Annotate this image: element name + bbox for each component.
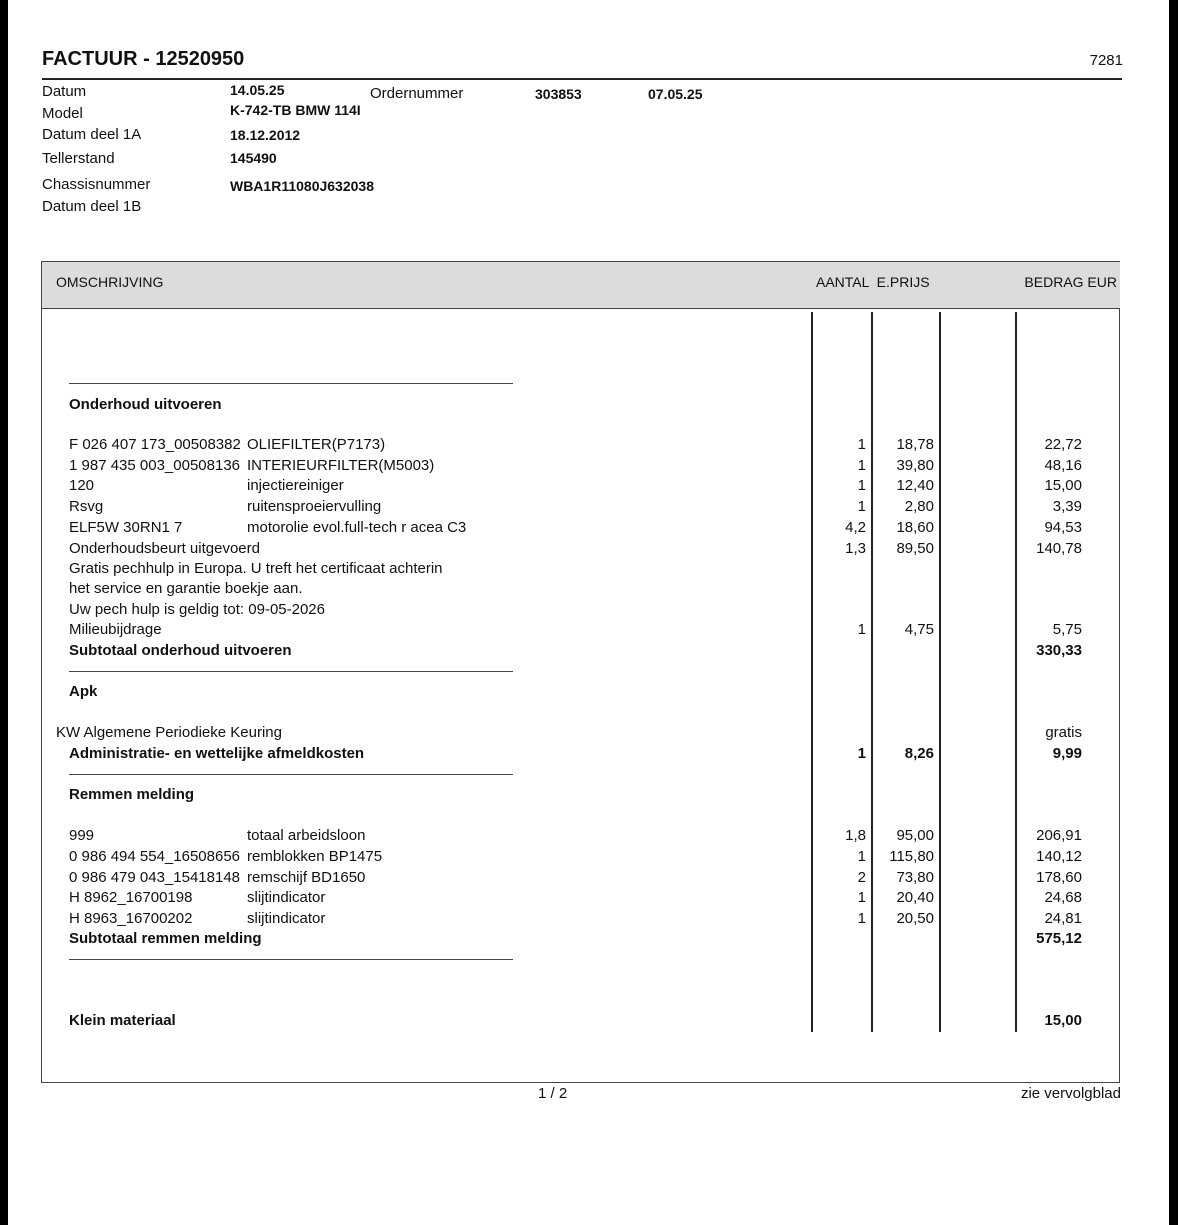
title-rule bbox=[42, 78, 1122, 80]
row-code: Subtotaal onderhoud uitvoeren bbox=[69, 642, 292, 659]
row-description: slijtindicator bbox=[247, 910, 326, 927]
table-header bbox=[42, 262, 1120, 309]
row-unit-price: 12,40 bbox=[896, 477, 934, 494]
row-code: Administratie- en wettelijke afmeldkosten bbox=[69, 745, 365, 762]
column-divider bbox=[939, 312, 941, 1032]
teller-label: Tellerstand bbox=[42, 150, 115, 167]
row-code: Onderhoud uitvoeren bbox=[69, 396, 222, 413]
row-code: Uw pech hulp is geldig tot: 09-05-2026 bbox=[69, 601, 325, 618]
row-quantity: 1 bbox=[857, 910, 866, 927]
row-code: Gratis pechhulp in Europa. U treft het certificaat achterin bbox=[69, 560, 443, 577]
chassis-label: Chassisnummer bbox=[42, 176, 151, 193]
row-code: Apk bbox=[69, 683, 98, 700]
row-description: OLIEFILTER(P7173) bbox=[247, 436, 386, 453]
model-label: Model bbox=[42, 105, 83, 122]
column-divider bbox=[871, 312, 873, 1032]
row-code: 120 bbox=[69, 477, 95, 494]
row-description: slijtindicator bbox=[247, 889, 326, 906]
section-separator bbox=[69, 774, 513, 775]
section-separator bbox=[69, 383, 513, 384]
row-unit-price: 115,80 bbox=[889, 848, 934, 865]
row-code: 999 bbox=[69, 827, 95, 844]
order-value: 303853 bbox=[535, 86, 582, 102]
order-date: 07.05.25 bbox=[648, 86, 703, 102]
row-code: Milieubijdrage bbox=[69, 621, 162, 638]
row-code: KW Algemene Periodieke Keuring bbox=[56, 724, 282, 741]
row-quantity: 1 bbox=[857, 745, 866, 762]
row-code: 0 986 494 554_16508656 bbox=[69, 848, 241, 865]
row-quantity: 2 bbox=[857, 869, 866, 886]
row-quantity: 4,2 bbox=[845, 519, 866, 536]
row-quantity: 1,8 bbox=[845, 827, 866, 844]
invoice-page bbox=[8, 0, 1169, 1225]
row-unit-price: 4,75 bbox=[904, 621, 934, 638]
row-amount: 24,68 bbox=[1044, 889, 1082, 906]
row-quantity: 1 bbox=[857, 848, 866, 865]
header-omschrijving: OMSCHRIJVING bbox=[56, 274, 164, 290]
row-amount: 140,78 bbox=[1036, 540, 1082, 557]
row-code: het service en garantie boekje aan. bbox=[69, 580, 303, 597]
row-amount: 206,91 bbox=[1036, 827, 1082, 844]
row-code: H 8963_16700202 bbox=[69, 910, 193, 927]
page-indicator: 1 / 2 bbox=[538, 1085, 568, 1102]
row-amount: 140,12 bbox=[1036, 848, 1082, 865]
row-code: 1 987 435 003_00508136 bbox=[69, 457, 241, 474]
row-code: Subtotaal remmen melding bbox=[69, 930, 262, 947]
row-code: Rsvg bbox=[69, 498, 104, 515]
section-separator bbox=[69, 671, 513, 672]
row-amount: 9,99 bbox=[1052, 745, 1082, 762]
row-amount: 330,33 bbox=[1036, 642, 1082, 659]
teller-value: 145490 bbox=[230, 150, 277, 166]
row-quantity: 1 bbox=[857, 498, 866, 515]
row-amount: 3,39 bbox=[1052, 498, 1082, 515]
row-amount: 15,00 bbox=[1044, 1012, 1082, 1029]
row-description: injectiereiniger bbox=[247, 477, 344, 494]
row-amount: 94,53 bbox=[1044, 519, 1082, 536]
datum-label: Datum bbox=[42, 83, 87, 100]
row-quantity: 1 bbox=[857, 621, 866, 638]
row-amount: 48,16 bbox=[1044, 457, 1082, 474]
row-unit-price: 89,50 bbox=[896, 540, 934, 557]
row-amount: gratis bbox=[1045, 724, 1082, 741]
order-label: Ordernummer bbox=[370, 85, 464, 102]
row-unit-price: 73,80 bbox=[896, 869, 934, 886]
section-separator bbox=[69, 959, 513, 960]
row-description: INTERIEURFILTER(M5003) bbox=[247, 457, 435, 474]
row-quantity: 1 bbox=[857, 436, 866, 453]
row-unit-price: 18,78 bbox=[896, 436, 934, 453]
row-amount: 575,12 bbox=[1036, 930, 1082, 947]
row-unit-price: 2,80 bbox=[904, 498, 934, 515]
header-aantal-eprijs: AANTAL E.PRIJS bbox=[816, 274, 930, 290]
row-amount: 178,60 bbox=[1036, 869, 1082, 886]
deel1a-label: Datum deel 1A bbox=[42, 126, 142, 143]
row-quantity: 1 bbox=[857, 477, 866, 494]
row-unit-price: 18,60 bbox=[896, 519, 934, 536]
continued-note: zie vervolgblad bbox=[1020, 1085, 1121, 1102]
row-quantity: 1,3 bbox=[845, 540, 866, 557]
row-code: Remmen melding bbox=[69, 786, 195, 803]
row-code: Klein materiaal bbox=[69, 1012, 176, 1029]
row-unit-price: 20,40 bbox=[896, 889, 934, 906]
row-code: H 8962_16700198 bbox=[69, 889, 193, 906]
row-amount: 22,72 bbox=[1044, 436, 1082, 453]
row-code: Onderhoudsbeurt uitgevoerd bbox=[69, 540, 260, 557]
row-quantity: 1 bbox=[857, 457, 866, 474]
header-bedrag: BEDRAG EUR bbox=[1024, 274, 1117, 290]
row-amount: 5,75 bbox=[1052, 621, 1082, 638]
model-value: K-742-TB BMW 114I bbox=[230, 102, 361, 118]
row-code: ELF5W 30RN1 7 bbox=[69, 519, 183, 536]
row-amount: 15,00 bbox=[1044, 477, 1082, 494]
row-code: F 026 407 173_00508382 bbox=[69, 436, 241, 453]
row-description: remschijf BD1650 bbox=[247, 869, 366, 886]
row-unit-price: 39,80 bbox=[896, 457, 934, 474]
column-divider bbox=[1015, 312, 1017, 1032]
row-description: totaal arbeidsloon bbox=[247, 827, 366, 844]
row-description: remblokken BP1475 bbox=[247, 848, 383, 865]
chassis-value: WBA1R11080J632038 bbox=[230, 178, 374, 194]
deel1b-label: Datum deel 1B bbox=[42, 198, 142, 215]
column-divider bbox=[811, 312, 813, 1032]
invoice-number-right: 7281 bbox=[1089, 52, 1123, 69]
row-unit-price: 95,00 bbox=[896, 827, 934, 844]
row-description: motorolie evol.full-tech r acea C3 bbox=[247, 519, 467, 536]
row-description: ruitensproeiervulling bbox=[247, 498, 382, 515]
invoice-title: FACTUUR - 12520950 bbox=[42, 48, 245, 70]
deel1a-value: 18.12.2012 bbox=[230, 127, 301, 143]
row-unit-price: 8,26 bbox=[904, 745, 934, 762]
datum-value: 14.05.25 bbox=[230, 82, 285, 98]
row-code: 0 986 479 043_15418148 bbox=[69, 869, 241, 886]
row-amount: 24,81 bbox=[1044, 910, 1082, 927]
row-unit-price: 20,50 bbox=[896, 910, 934, 927]
row-quantity: 1 bbox=[857, 889, 866, 906]
